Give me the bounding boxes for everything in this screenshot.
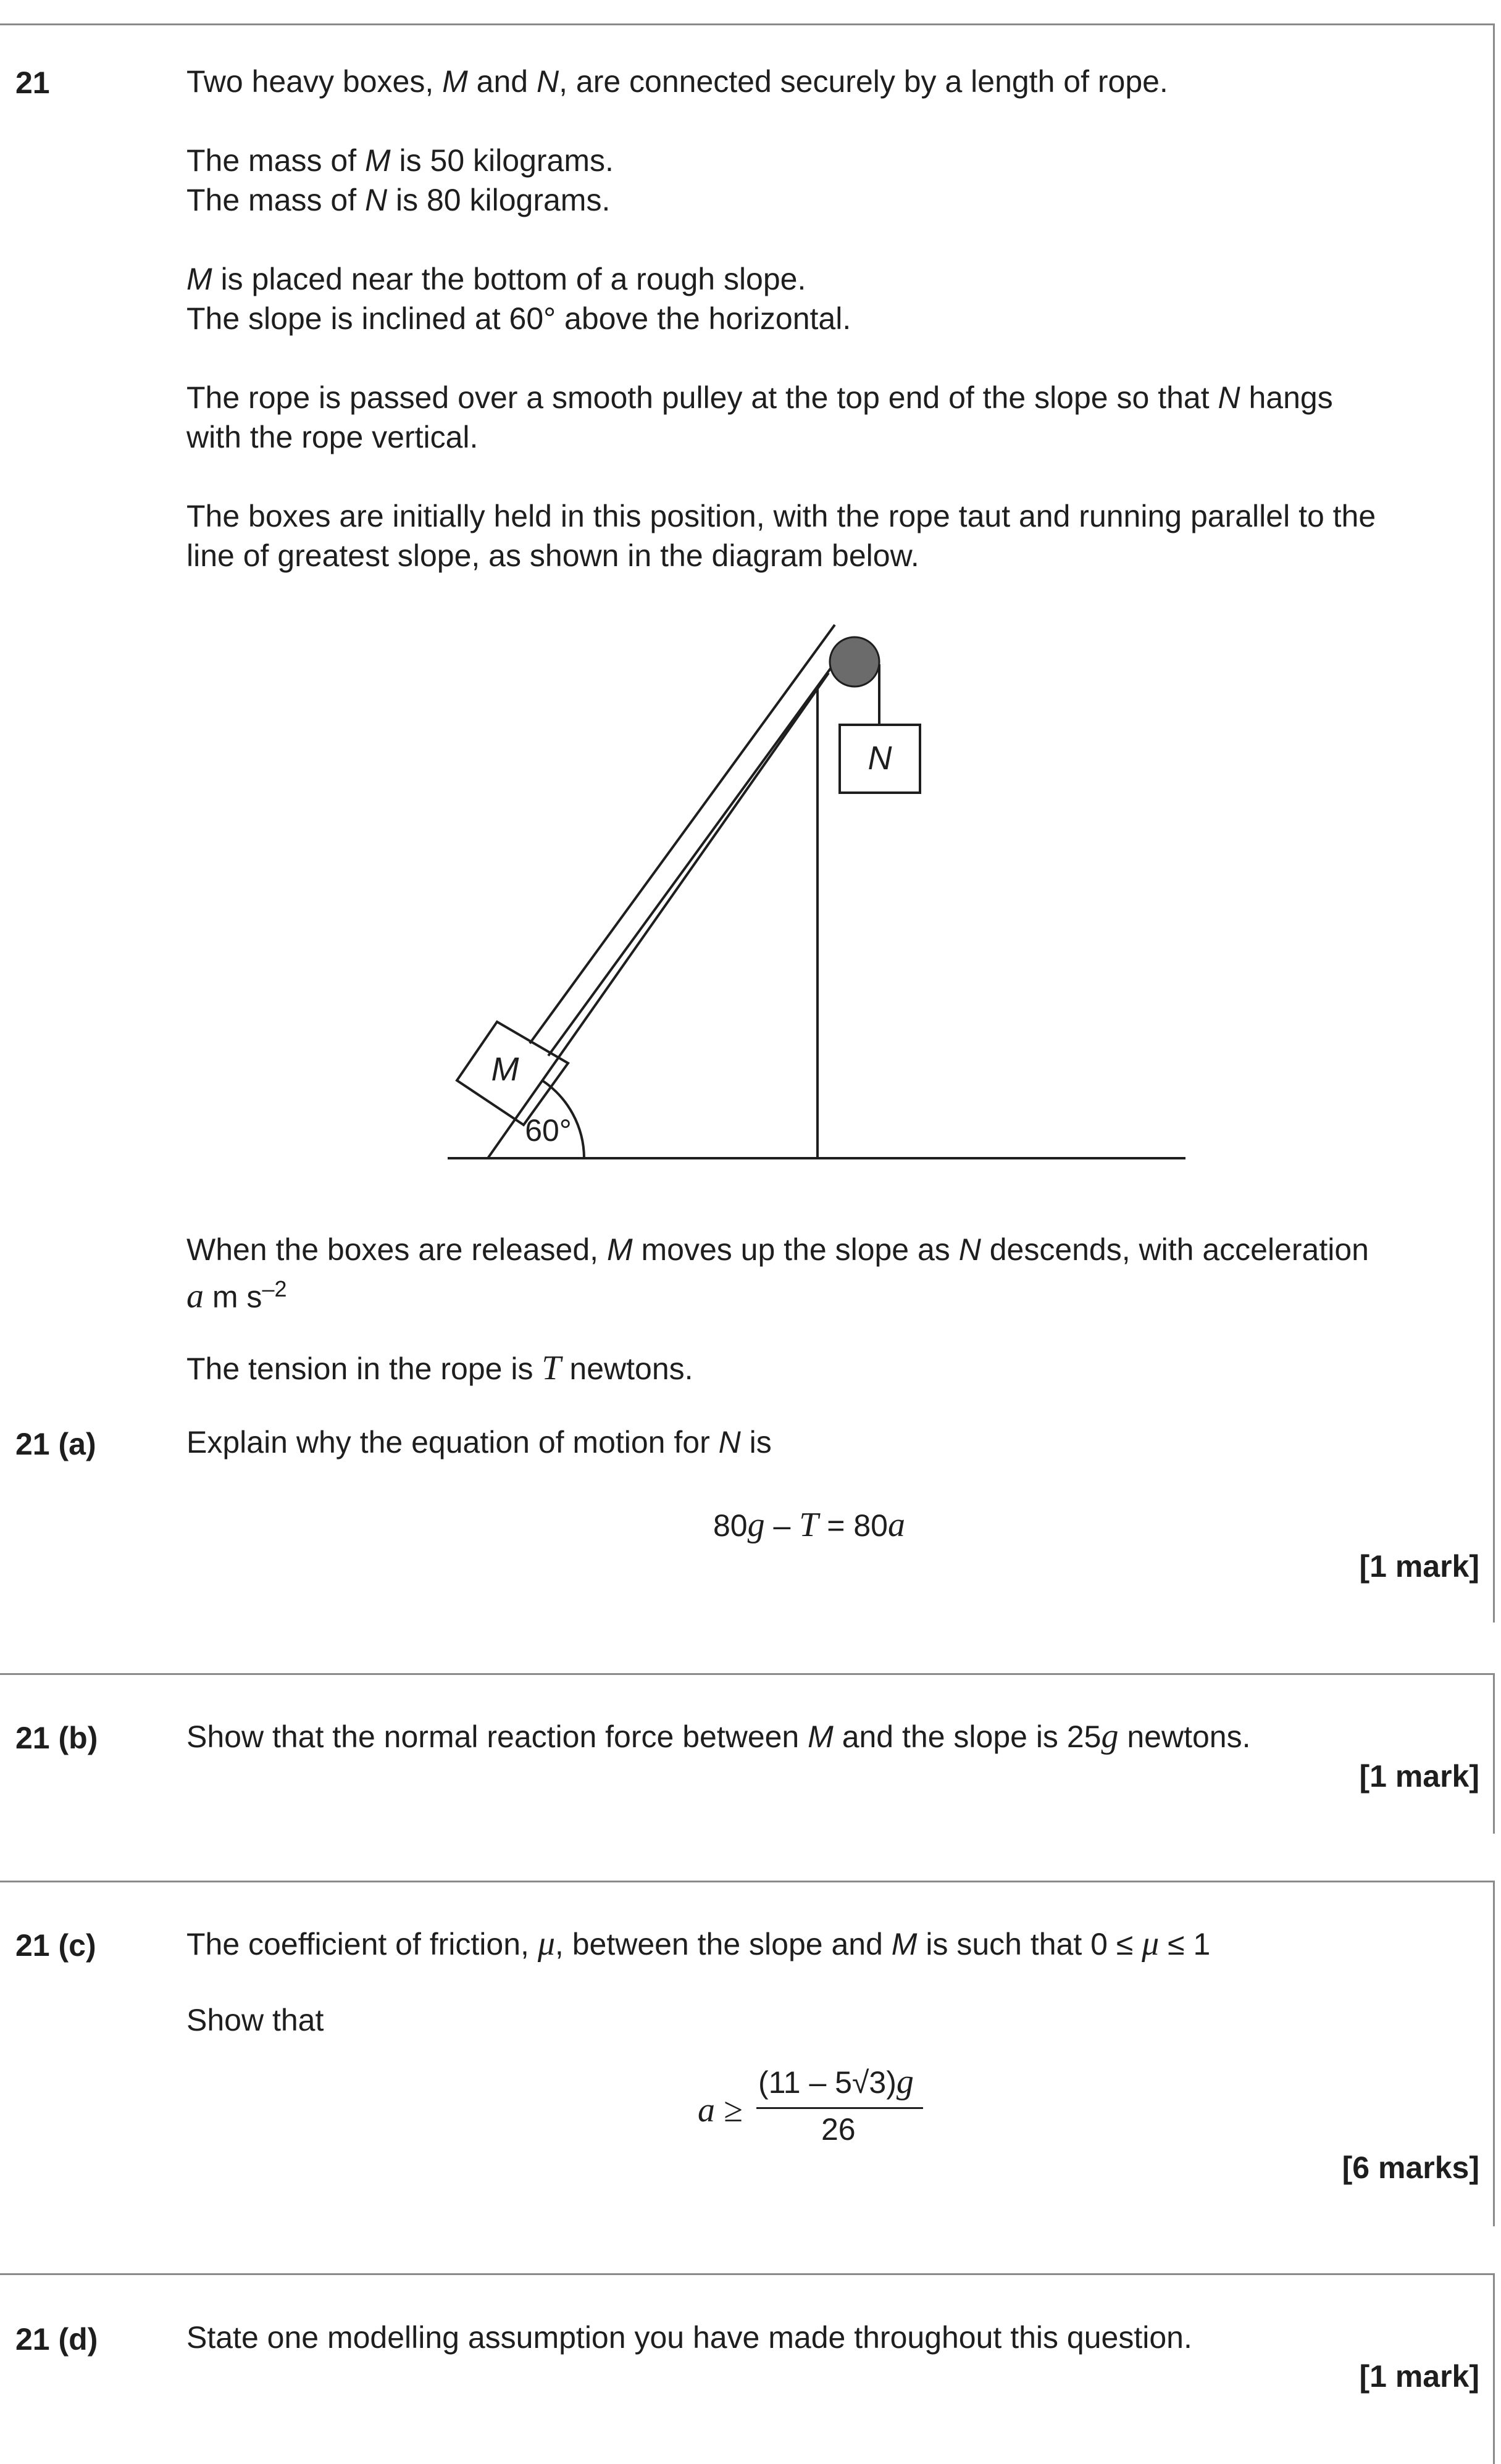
slope-pulley-diagram — [0, 617, 1501, 1235]
part-b-marks: [1 mark] — [1359, 1759, 1479, 1794]
part-c-show: Show that — [186, 2003, 324, 2037]
pulley-line-1: The rope is passed over a smooth pulley at the top end of the slope so that N hangs — [186, 380, 1333, 415]
tension-line: The tension in the rope is T newtons. — [186, 1349, 693, 1387]
part-c-marks: [6 marks] — [1342, 2150, 1479, 2185]
part-d-marks: [1 mark] — [1359, 2359, 1479, 2394]
initial-line-2: line of greatest slope, as shown in the diagram below. — [186, 538, 919, 573]
fraction-bar — [756, 2107, 923, 2109]
initial-line-1: The boxes are initially held in this position, with the rope taut and running parallel to the — [186, 499, 1376, 533]
mass-m-line: The mass of M is 50 kilograms. — [186, 143, 614, 178]
part-a-text: Explain why the equation of motion for N is — [186, 1425, 772, 1460]
inequality-fraction — [698, 2062, 945, 2161]
part-a-marks: [1 mark] — [1359, 1549, 1479, 1584]
part-c-number: 21 (c) — [15, 1928, 96, 1963]
released-line-2: a m $s^{-2}$ — [186, 1276, 287, 1316]
fraction-denominator: 26 — [821, 2112, 856, 2147]
label-m: M — [491, 1051, 519, 1088]
pulley-wheel — [830, 637, 879, 687]
mass-n-line: The mass of N is 80 kilograms. — [186, 183, 611, 217]
pulley-line-2: with the rope vertical. — [186, 420, 479, 454]
label-n: N — [868, 740, 892, 777]
part-c-text: The coefficient of friction, μ, between the slope and M is such that 0 ≤ μ ≤ 1 — [186, 1924, 1211, 1963]
slope-line-2: The slope is inclined at 60° above the horizontal. — [186, 301, 851, 336]
rope-upper — [530, 625, 835, 1043]
question-number: 21 — [15, 65, 50, 100]
label-angle: 60° — [525, 1113, 572, 1148]
part-d-box — [0, 2273, 1495, 2464]
part-b-text: Show that the normal reaction force between M and the slope is 25g newtons. — [186, 1717, 1251, 1755]
rope-lower — [548, 637, 853, 1056]
part-d-text: State one modelling assumption you have made throughout this question. — [186, 2320, 1192, 2355]
intro-line-1: Two heavy boxes, M and N, are connected securely by a length of rope. — [186, 64, 1168, 99]
fraction-numerator: (11 – 5√3)g — [758, 2063, 914, 2101]
part-a-number: 21 (a) — [15, 1427, 96, 1461]
slope-line-1: M is placed near the bottom of a rough slope. — [186, 262, 806, 296]
inequality-lhs: a ≥ — [698, 2091, 743, 2129]
part-d-number: 21 (d) — [15, 2322, 98, 2357]
released-line-1: When the boxes are released, M moves up the slope as N descends, with acceleration — [186, 1232, 1369, 1267]
equation-of-motion: 80g – T = 80a — [713, 1506, 905, 1544]
part-b-number: 21 (b) — [15, 1721, 98, 1755]
slope-line — [488, 673, 829, 1158]
